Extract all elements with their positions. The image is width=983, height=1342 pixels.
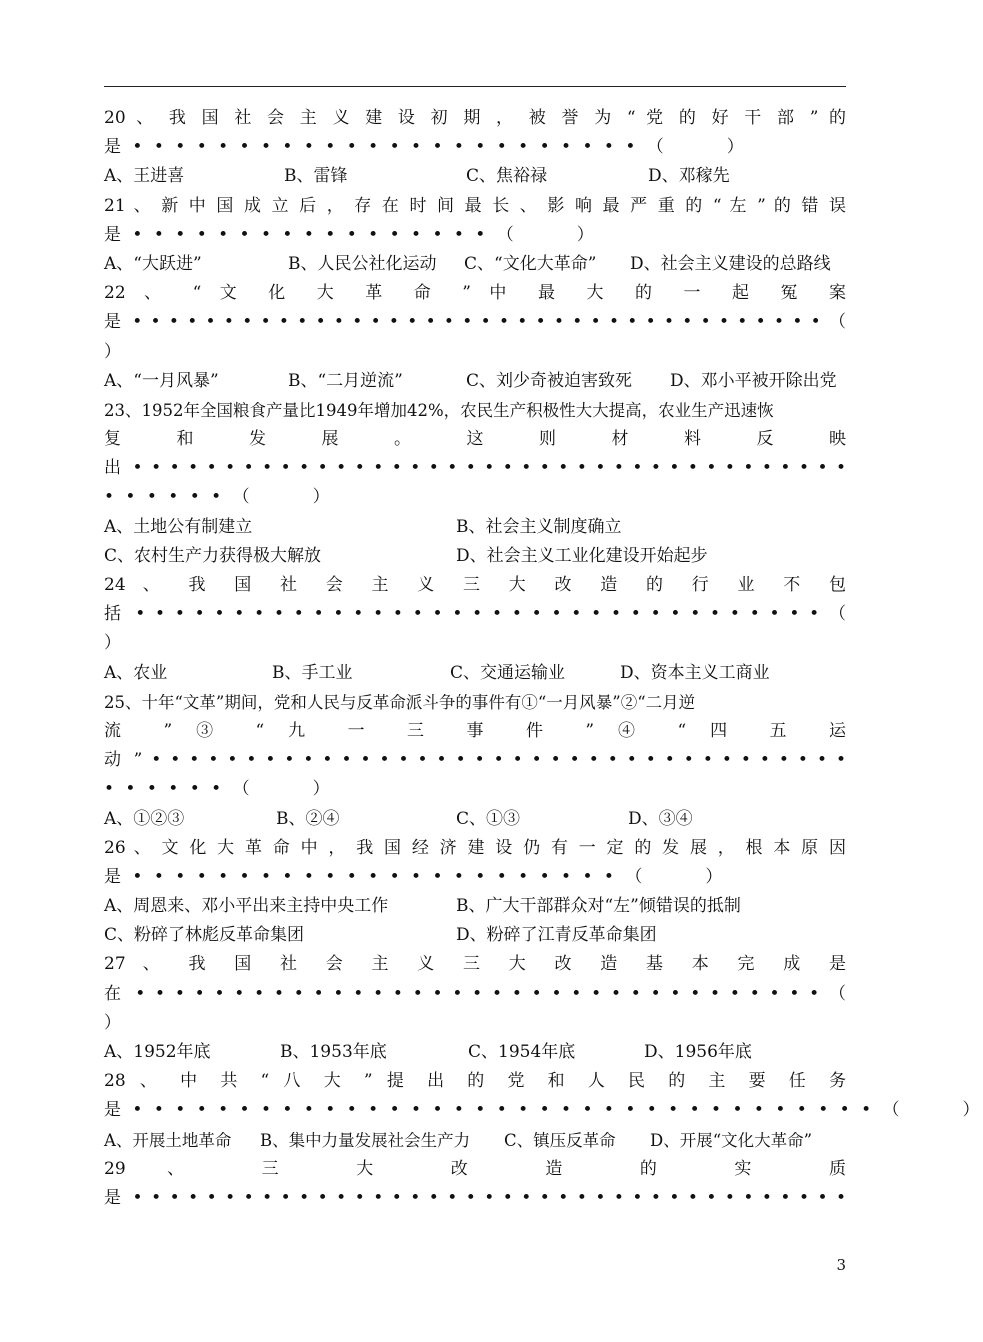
option-a: A、王进喜	[104, 166, 185, 187]
option-d: D、社会主义建设的总路线	[630, 253, 831, 274]
question-26-line-2: 是 • • • • • • • • • • • • • • • • • • • • • • • （ ）	[104, 866, 726, 887]
question-20-line-2: 是 • • • • • • • • • • • • • • • • • • • • • • • • （ ）	[104, 137, 747, 158]
question-27-line-2: 在 • • • • • • • • • • • • • • • • • • • • • • • • • • • • • • • • • • • （	[104, 983, 846, 1004]
option-c: C、农村生产力获得极大解放	[104, 545, 322, 566]
option-c: C、镇压反革命	[504, 1130, 616, 1150]
option-a: A、1952年底	[104, 1042, 211, 1062]
question-24-line-2: 括 • • • • • • • • • • • • • • • • • • • • • • • • • • • • • • • • • • • （	[104, 604, 846, 625]
option-d: D、开展“文化大革命”	[650, 1130, 813, 1150]
question-23-options-row-1	[104, 513, 846, 542]
option-d: D、邓稼先	[648, 166, 730, 187]
question-29-line-1: 29 、 三 大 改 造 的 实 质	[104, 1158, 846, 1179]
question-27-options	[104, 1038, 846, 1067]
option-b: B、人民公社化运动	[288, 253, 437, 274]
option-a: A、“一月风暴”	[104, 370, 219, 391]
question-29-line-2: 是 • • • • • • • • • • • • • • • • • • • • • • • • • • • • • • • • • • • • • • •	[104, 1187, 846, 1208]
option-b: B、“二月逆流”	[288, 370, 403, 391]
question-23-line-3: 出 • • • • • • • • • • • • • • • • • • • • • • • • • • • • • • • • • • • • • • •	[104, 458, 846, 479]
question-26-line-1: 26 、 文 化 大 革 命 中 ， 我 国 经 济 建 设 仍 有 一 定 的 发 展 ， 根 本 原 因	[104, 837, 846, 858]
option-d: D、资本主义工商业	[620, 662, 770, 683]
option-c: C、①③	[456, 808, 521, 829]
question-22-options	[104, 367, 846, 396]
question-21-options	[104, 250, 846, 279]
question-25-options	[104, 805, 846, 834]
question-23-options-row-2	[104, 542, 846, 571]
option-a: A、①②③	[104, 808, 185, 829]
question-25-line-2: 流 ” ③ “ 九 一 三 事 件 ” ④ “ 四 五 运	[104, 720, 846, 741]
question-list	[104, 104, 983, 1213]
question-23-line-4: • • • • • • （ ）	[104, 487, 333, 508]
question-25-line-3: 动 ” • • • • • • • • • • • • • • • • • • • • • • • • • • • • • • • • • • • • •	[104, 750, 846, 771]
option-c: C、“文化大革命”	[464, 253, 597, 274]
option-a: A、周恩来、邓小平出来主持中央工作	[104, 896, 389, 917]
header-rule	[104, 86, 846, 87]
question-23-line-2: 复 和 发 展 。 这 则 材 料 反 映	[104, 429, 846, 450]
option-a: A、农业	[104, 662, 168, 683]
option-b: B、集中力量发展社会生产力	[260, 1130, 471, 1150]
option-b: B、雷锋	[284, 166, 348, 187]
option-b: B、社会主义制度确立	[456, 516, 622, 537]
question-24-line-3: ）	[104, 633, 121, 654]
question-26-options-row-1	[104, 892, 846, 921]
option-c: C、交通运输业	[450, 662, 566, 683]
question-26-options-row-2	[104, 921, 846, 950]
option-a: A、开展土地革命	[104, 1130, 232, 1150]
question-20-line-1: 20 、 我 国 社 会 主 义 建 设 初 期 ， 被 誉 为 “ 党 的 好 干 部 ” 的	[104, 108, 846, 128]
question-27-line-3: ）	[104, 1012, 121, 1033]
option-b: B、手工业	[272, 662, 353, 683]
question-28-options	[104, 1126, 846, 1155]
option-d: D、邓小平被开除出党	[670, 370, 837, 391]
option-b: B、广大干部群众对“左”倾错误的抵制	[456, 896, 741, 917]
option-c: C、刘少奇被迫害致死	[466, 370, 633, 391]
option-d: D、粉碎了江青反革命集团	[456, 925, 657, 946]
question-22-line-1: 22 、 “ 文 化 大 革 命 ” 中 最 大 的 一 起 冤 案	[104, 283, 846, 304]
question-24-line-1: 24 、 我 国 社 会 主 义 三 大 改 造 的 行 业 不 包	[104, 575, 846, 595]
option-d: D、社会主义工业化建设开始起步	[456, 545, 708, 566]
question-28-line-1: 28 、 中 共 “ 八 大 ” 提 出 的 党 和 人 民 的 主 要 任 务	[104, 1071, 846, 1092]
question-22-line-3: ）	[104, 341, 121, 362]
question-21-line-2: 是 • • • • • • • • • • • • • • • • • （ ）	[104, 224, 597, 245]
question-24-options	[104, 659, 846, 688]
option-a: A、土地公有制建立	[104, 516, 253, 537]
option-a: A、“大跃进”	[104, 253, 202, 274]
question-22-line-2: 是 • • • • • • • • • • • • • • • • • • • • • • • • • • • • • • • • • • • • • • （	[104, 312, 846, 333]
question-27-line-1: 27 、 我 国 社 会 主 义 三 大 改 造 基 本 完 成 是	[104, 954, 846, 975]
option-d: D、1956年底	[644, 1042, 752, 1062]
option-c: C、1954年底	[468, 1042, 576, 1062]
question-25-line-4: • • • • • • （ ）	[104, 779, 333, 800]
page-number: 3	[836, 1256, 846, 1274]
question-28-line-2: 是 • • • • • • • • • • • • • • • • • • • • • • • • • • • • • • • • • • • （ ）	[104, 1100, 983, 1121]
question-25-line-1: 25、十年“文革”期间，党和人民与反革命派斗争的事件有①“一月风暴”②“二月逆	[104, 692, 696, 712]
question-23-line-1: 23、1952年全国粮食产量比1949年增加42%，农民生产积极性大大提高，农业生产迅速恢	[104, 400, 774, 420]
question-20-options	[104, 162, 846, 191]
option-c: C、焦裕禄	[466, 166, 548, 187]
option-c: C、粉碎了林彪反革命集团	[104, 925, 305, 946]
question-21-line-1: 21 、 新 中 国 成 立 后 ， 存 在 时 间 最 长 、 影 响 最 严 重 的 “ 左 ” 的 错 误	[104, 195, 846, 216]
option-b: B、1953年底	[280, 1042, 387, 1062]
option-d: D、③④	[628, 808, 693, 829]
option-b: B、②④	[276, 808, 340, 829]
